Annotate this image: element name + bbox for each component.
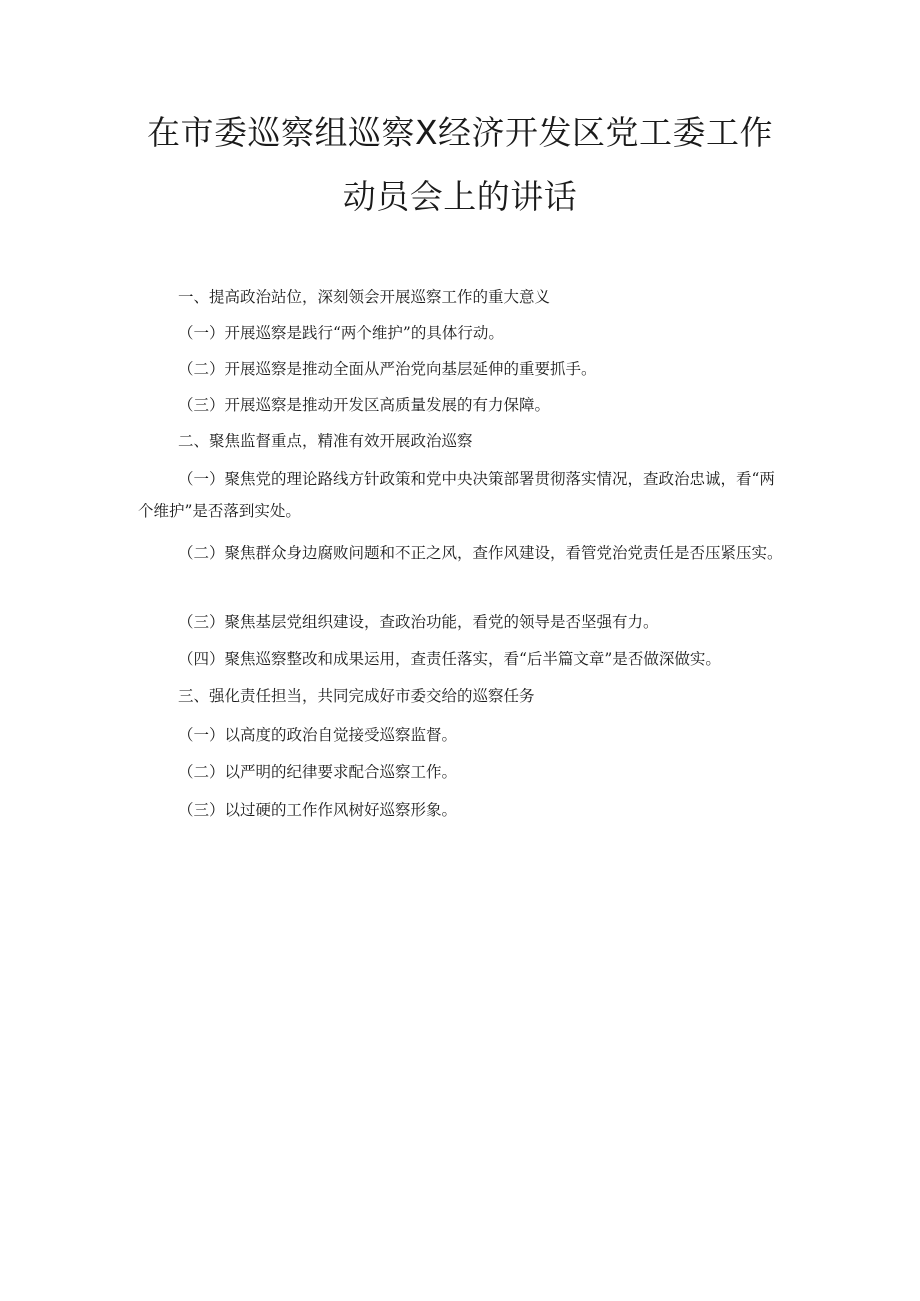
paragraph-2-3: （三）聚焦基层党组织建设，查政治功能，看党的领导是否坚强有力。 — [178, 613, 659, 631]
section-heading-1: 一、提高政治站位，深刻领会开展巡察工作的重大意义 — [178, 288, 551, 306]
section-heading-3: 三、强化责任担当，共同完成好市委交给的巡察任务 — [178, 687, 535, 705]
paragraph-3-2: （二）以严明的纪律要求配合巡察工作。 — [178, 763, 458, 781]
paragraph-1-1: （一）开展巡察是践行“两个维护”的具体行动。 — [178, 324, 504, 342]
paragraph-2-2: （二）聚焦群众身边腐败问题和不正之风，查作风建设，看管党治党责任是否压紧压实。 — [178, 544, 783, 562]
paragraph-1-2: （二）开展巡察是推动全面从严治党向基层延伸的重要抓手。 — [178, 360, 597, 378]
paragraph-3-3: （三）以过硬的工作作风树好巡察形象。 — [178, 801, 458, 819]
paragraph-2-1: （一）聚焦党的理论路线方针政策和党中央决策部署贯彻落实情况，查政治忠诚，看“两个维护”是否落到实处。 — [138, 470, 775, 520]
paragraph-3-1: （一）以高度的政治自觉接受巡察监督。 — [178, 726, 458, 744]
document-title-line-1: 在市委巡察组巡察X经济开发区党工委工作 — [146, 113, 774, 152]
paragraph-1-3: （三）开展巡察是推动开发区高质量发展的有力保障。 — [178, 396, 551, 414]
paragraph-2-4: （四）聚焦巡察整改和成果运用，查责任落实，看“后半篇文章”是否做深做实。 — [178, 650, 721, 668]
document-title-line-2: 动员会上的讲话 — [342, 177, 578, 216]
section-heading-2: 二、聚焦监督重点，精准有效开展政治巡察 — [178, 432, 473, 450]
